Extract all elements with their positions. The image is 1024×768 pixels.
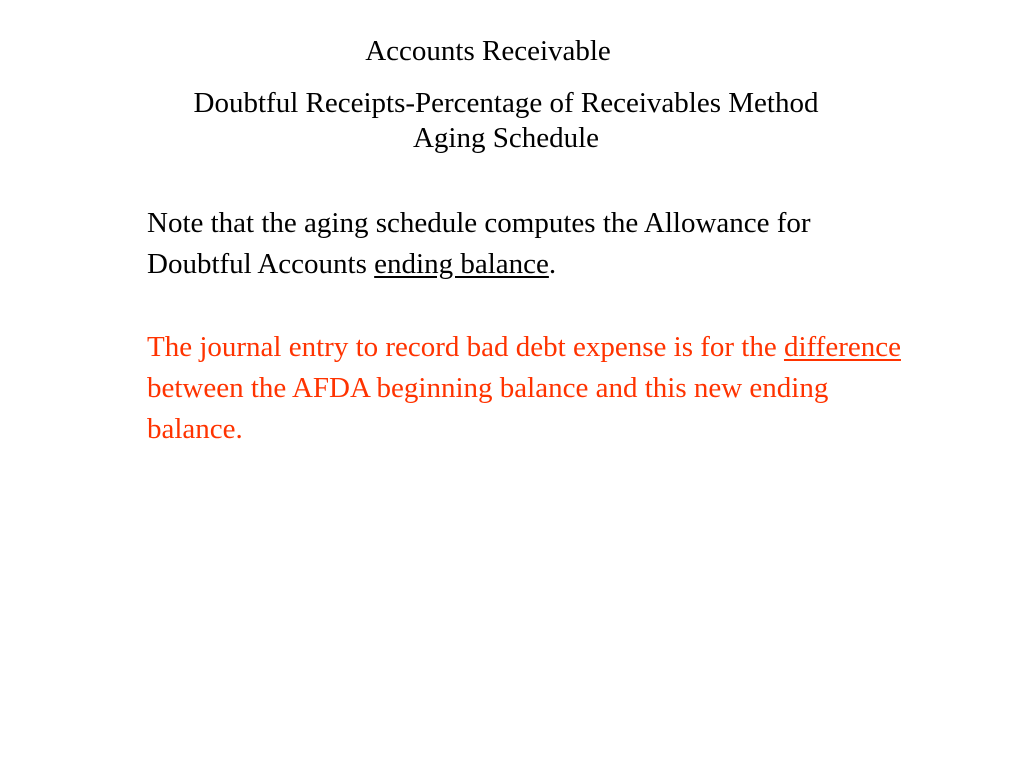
journal-text-end: between the AFDA beginning balance and this new ending balance. <box>147 372 829 445</box>
journal-underlined-term: difference <box>783 331 901 363</box>
note-text-end: . <box>548 248 557 280</box>
slide-subtitle <box>0 86 1012 156</box>
journal-text: The journal entry to record bad debt expense is for the <box>147 331 784 363</box>
subtitle-line-1: Doubtful Receipts-Percentage of Receivables Method <box>193 87 819 119</box>
slide-title: Accounts Receivable <box>365 35 611 67</box>
aging-schedule-note <box>147 203 907 285</box>
note-text: Note that the aging schedule computes the Allowance for Doubtful Accounts <box>147 207 811 280</box>
subtitle-line-2: Aging Schedule <box>412 121 600 154</box>
note-underlined-term: ending balance <box>374 248 549 280</box>
journal-entry-note <box>147 327 907 450</box>
